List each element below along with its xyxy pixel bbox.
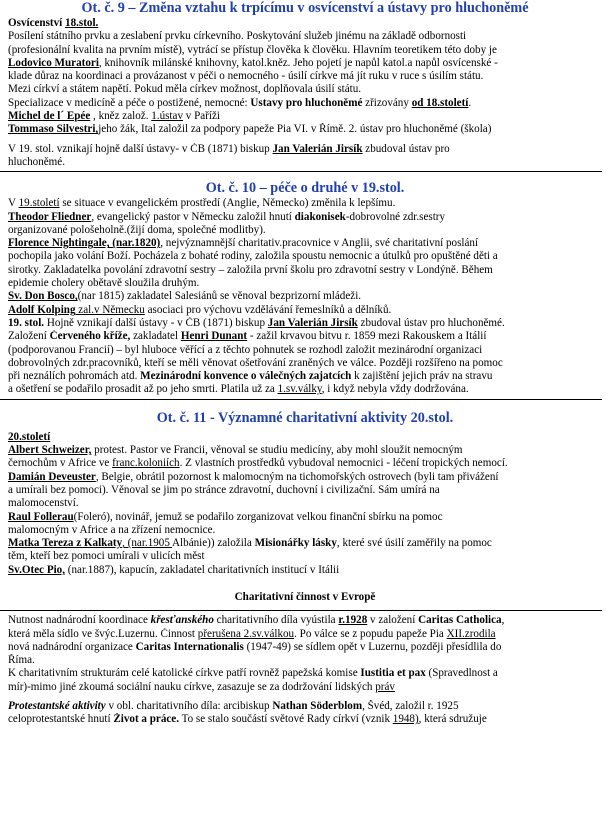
s10-line: Založení Červeného kříže, zakladatel Henri Dunant - zažil krvavou bitvu r. 1859 mezi Rakouskem a Itálií — [8, 330, 487, 343]
s10-line: V 19.století se situace v evangelickém prostředí (Anglie, Německo) změnila k lepšímu. — [8, 197, 396, 210]
s10-line: (podporovanou Francií) – byl hluboce věřící a z těchto pohnutek se rozhodl založit mezinárodní organizaci — [8, 343, 483, 356]
europe-line: K charitativním strukturám celé katolické církve patří rovněž papežská komise Iustitia et pax (Spravedlnost a — [8, 667, 498, 680]
s9-subheading: Osvícenství 18.stol. — [8, 17, 99, 29]
s9-line: Specializace v medicíně a péče o postižené, nemocné: Ústavy pro hluchoněmé zřizovány od 18.století. — [8, 96, 472, 109]
s10-line: Florence Nightingale, (nar.1820), nejvýznamnější charitativ.pracovnice v Anglii, své charitativní poslání — [8, 237, 479, 250]
s11-line: malomocenství. — [8, 497, 79, 510]
s9-line: Lodovico Muratori, knihovník milánské knihovny, katol.kněz. Jeho pojetí je napůl katol.a napůl osvícenské - — [8, 56, 498, 69]
section-9-heading: Ot. č. 9 – Změna vztahu k trpícímu v osvícenství a ústavy pro hluchoněmé — [81, 0, 529, 16]
s11-line: a umírali bez pomoci). Věnoval se jim po stránce zdravotní, duchovní i civilizační. Sám umírá na — [8, 483, 440, 496]
europe-line: mír)-mimo jiné zkoumá sociální nauku církve, zasazuje se za dodržování lidských práv — [8, 680, 395, 693]
europe-line: Protestantské aktivity v obl. charitativního díla: arcibiskup Nathan Söderblom, Švéd, založil r. 1925 — [8, 700, 459, 713]
s10-line: Sv. Don Bosco,(nar 1815) zakladatel Salesiánů se věnoval bezprizorní mládeži. — [8, 290, 362, 303]
europe-line: celoprotestantské hnutí Život a práce. To se stalo součástí světové Rady církví (vznik 1948), která sdružuje — [8, 713, 487, 726]
europe-line: která měla sídlo ve švýc.Luzernu. Činnost přerušena 2.sv.válkou. Po válce se z popudu papeže Pia XII.zrodila — [8, 627, 496, 640]
s9-line: klade důraz na koordinaci a provázanost v péči o nemocného - úsilí církve má jít ruku v ruce s úsilím státu. — [8, 70, 484, 83]
s10-line: Adolf Kolping zal.v Německu asociaci pro výchovu vzdělávání řemeslníků a dělníků. — [8, 303, 392, 316]
s11-subheading: 20.století — [8, 430, 51, 443]
document-page — [8, 0, 602, 727]
europe-line: Říma. — [8, 654, 35, 667]
europe-title: Charitativní činnost v Evropě — [234, 590, 376, 603]
s11-line: Raul Follerau(Foleró), novinář, jemuž se podařilo zorganizovat velkou finanční sbírku na pomoc — [8, 510, 443, 523]
s11-line: Matka Tereza z Kalkaty, (nar.1905 Albánie)) založila Misionářky lásky, které své úsilí zaměřily na pomoc — [8, 537, 492, 550]
s9-line: hluchoněmé. — [8, 155, 65, 168]
s9-line: Mezi církví a státem napětí. Pokud měla církev možnost, doplňovala úsilí státu. — [8, 83, 362, 96]
s11-line: Damián Deveuster, Belgie, obrátil pozornost k malomocným na tichomořských ostrovech (byli tam přivážení — [8, 470, 499, 483]
section-divider — [0, 399, 602, 400]
s9-line: Michel de l´ Epée , kněz založ. 1.ústav v Paříži — [8, 110, 220, 123]
s10-line: organizované pološeholně.(žijí doma, společné modlitby). — [8, 223, 266, 236]
europe-line: nová nadnárodní organizace Caritas Internationalis (1947-49) se sídlem opět v Luzernu, později přesídlila do — [8, 640, 502, 653]
s10-line: dobrovolných zdr.pracovníků, kteří se měli věnovat ošetřování zraněných ve válce. Později rozšířeno na pomoc — [8, 356, 503, 369]
section-10-heading: Ot. č. 10 – péče o druhé v 19.stol. — [205, 180, 405, 197]
s10-line: pochopila jako volání Boží. Pocházela z bohaté rodiny, založila spoustu nemocnic a útulků pro opuštěné děti a — [8, 250, 498, 263]
s9-line: Tommaso Silvestri,jeho žák, Ital založil za podpory papeže Pia VI. v Římě. 2. ústav pro hluchoněmé (škola) — [8, 123, 492, 136]
s10-line: Theodor Fliedner, evangelický pastor v Německu založil hnutí diakonisek-dobrovolné zdr.sestry — [8, 210, 446, 223]
s11-line: Albert Schweizer, protest. Pastor ve Francii, věnoval se studiu medicíny, aby mohl sloužit nemocným — [8, 444, 463, 457]
s10-line: 19. stol. Hojně vznikají další ústavy - v ČB (1871) biskup Jan Valerián Jirsík zbudoval ústav pro hluchoněmé. — [8, 316, 505, 329]
section-divider — [0, 171, 602, 172]
s10-line: epidemie cholery obětavě sloužila druhým. — [8, 277, 200, 290]
s9-line: Posílení státního prvku a zeslabení prvku církevního. Poskytování služeb jinému na základě odbornosti — [8, 30, 467, 43]
s10-line: a ošetření se podařilo prosadit až po jeho smrti. Platila už za 1.sv.války, i když nebyla vždy dodržována. — [8, 383, 469, 396]
europe-line: Nutnost nadnárodní koordinace křesťanského charitativního díla vyústila r.1928 v založení Caritas Catholica, — [8, 614, 505, 627]
s11-line: Sv.Otec Pio, (nar.1887), kapucín, zakladatel charitativních institucí v Itálii — [8, 563, 340, 576]
s11-line: černochům v Africe ve franc.koloniích. Z vlastních prostředků vybudoval nemocnici - léčení tropických nemocí. — [8, 457, 508, 470]
s10-line: sirotky. Zakladatelka povolání zdravotní sestry – založila první školu pro zdravotní sestry v Londýně. Během — [8, 263, 493, 276]
s10-line: při neználích pohromách atd. Mezinárodní konvence o válečných zajatcích k zajištění jejich práv na stravu — [8, 370, 493, 383]
s11-line: těm, kteří bez pomoci umírali v ulicích měst — [8, 550, 205, 563]
section-11-heading: Ot. č. 11 - Významné charitativní aktivity 20.stol. — [156, 409, 454, 426]
s11-line: malomocným v Africe a na zřízení nemocnice. — [8, 523, 216, 536]
s9-line: (profesionální kvalita na prvním místě), vytrácí se přístup člověka k člověku. Hlavním teoretikem této doby je — [8, 43, 497, 56]
s9-line: V 19. stol. vznikají hojně další ústavy- v ČB (1871) biskup Jan Valerián Jirsík zbudoval ústav pro — [8, 142, 450, 155]
